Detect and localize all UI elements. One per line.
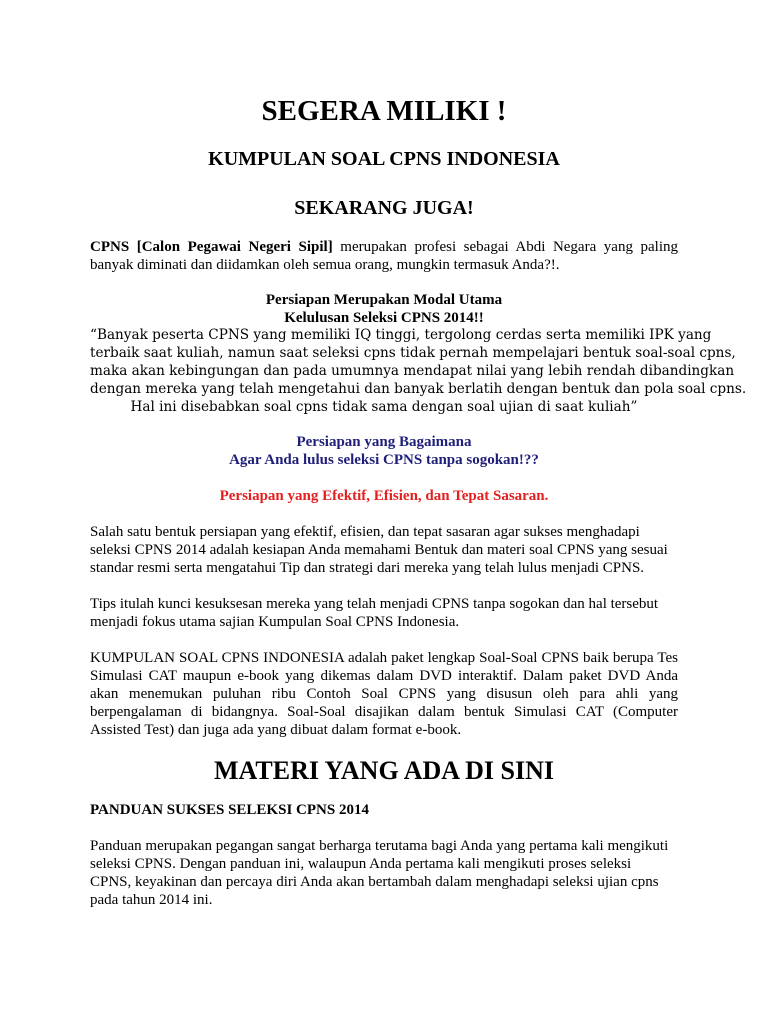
panduan-line: pada tahun 2014 ini. (90, 892, 213, 908)
paragraph-product: KUMPULAN SOAL CPNS INDONESIA adalah paket lengkap Soal-Soal CPNS baik berupa Tes Simulasi CAT maupun e-book yang dikemas dalam DVD interaktif. Dalam paket DVD Anda akan menemukan puluhan ribu Contoh Soal CPNS yang disusun oleh para ahli yang berpengalaman di bidangnya. Soal-Soal disajikan dalam bentuk Simulasi CAT (Computer Assisted Test) dan juga ada yang dibuat dalam format e-book. (90, 650, 678, 738)
panduan-line: CPNS, keyakinan dan percaya diri Anda akan bertambah dalam menghadapi seleksi ujian cpns (90, 874, 659, 890)
intro-text: merupakan profesi sebagai Abdi Negara yang paling banyak diminati dan diidamkan oleh semua orang, mungkin termasuk Anda?!. (90, 239, 679, 273)
product-heading: KUMPULAN SOAL CPNS INDONESIA (208, 148, 560, 170)
quote-line: “Banyak peserta CPNS yang memiliki IQ tinggi, tergolong cerdas serta memiliki IPK yang (90, 327, 712, 343)
call-to-action-heading: SEKARANG JUGA! (294, 197, 474, 219)
quote-block (90, 326, 747, 416)
how-heading (90, 433, 678, 469)
prep-title-line-2: Kelulusan Seleksi CPNS 2014!! (284, 310, 484, 326)
how-heading-line-1: Persiapan yang Bagaimana (296, 434, 472, 450)
panduan-paragraph (90, 837, 678, 909)
prep-title-line-1: Persiapan Merupakan Modal Utama (265, 292, 503, 308)
quote-line: dengan mereka yang telah mengetahui dan banyak berlatih dengan bentuk dan pola soal cpns. (90, 381, 747, 397)
intro-paragraph (90, 238, 678, 274)
quote-line: Hal ini disebabkan soal cpns tidak sama dengan soal ujian di saat kuliah” (130, 399, 638, 415)
effective-heading: Persiapan yang Efektif, Efisien, dan Tepat Sasaran. (219, 488, 549, 504)
quote-line: maka akan kebingungan dan pada umumnya mendapat nilai yang lebih rendah dibandingkan (90, 363, 735, 379)
panduan-title: PANDUAN SUKSES SELEKSI CPNS 2014 (90, 802, 369, 818)
paragraph-tips: Tips itulah kunci kesuksesan mereka yang telah menjadi CPNS tanpa sogokan dan hal tersebut menjadi fokus utama sajian Kumpulan Soal CPNS Indonesia. (90, 596, 659, 630)
panduan-line: seleksi CPNS. Dengan panduan ini, walaupun Anda pertama kali mengikuti proses seleksi (90, 856, 632, 872)
quote-line: terbaik saat kuliah, namun saat seleksi cpns tidak pernah mempelajari bentuk soal-soal cpns, (90, 345, 736, 361)
panduan-line: Panduan merupakan pegangan sangat berharga terutama bagi Anda yang pertama kali mengikuti (90, 838, 669, 854)
main-heading: SEGERA MILIKI ! (261, 95, 507, 127)
section-heading: MATERI YANG ADA DI SINI (214, 756, 554, 785)
paragraph-preparation: Salah satu bentuk persiapan yang efektif, efisien, dan tepat sasaran agar sukses menghadapi seleksi CPNS 2014 adalah kesiapan Anda memahami Bentuk dan materi soal CPNS yang sesuai standar resmi serta mengatahui Tip dan strategi dari mereka yang telah lulus menjadi CPNS. (90, 524, 668, 576)
prep-title (90, 291, 678, 327)
intro-bold-term: CPNS [Calon Pegawai Negeri Sipil] (90, 239, 333, 255)
how-heading-line-2: Agar Anda lulus seleksi CPNS tanpa sogokan!?? (229, 452, 539, 468)
